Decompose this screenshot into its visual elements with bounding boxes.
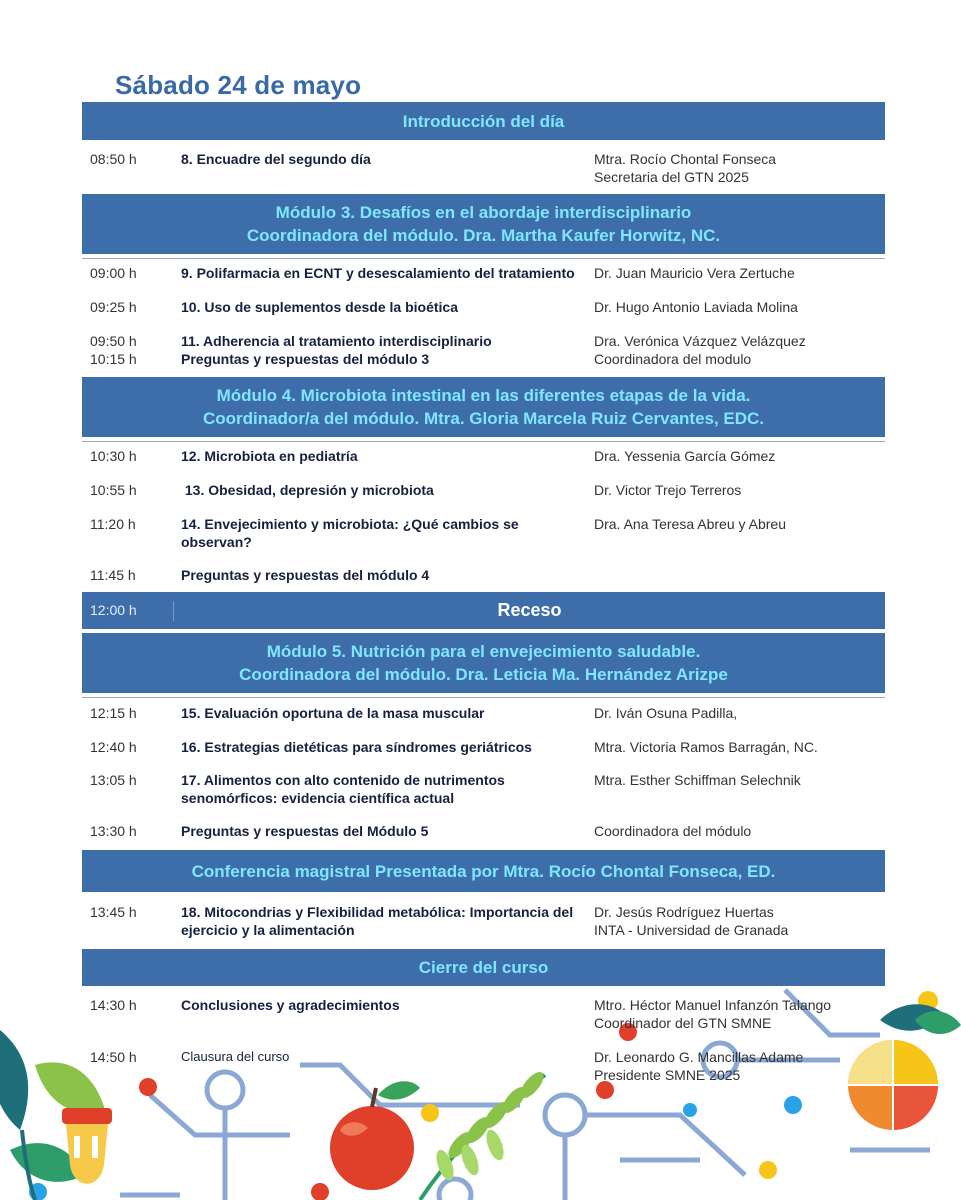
row-time: 13:45 h [90,904,137,920]
recess-band [82,592,885,629]
row-talk [181,515,581,551]
day-title: Sábado 24 de mayo [115,70,362,100]
module4-header [82,377,885,437]
row-talk-line: 18. Mitocondrias y Flexibilidad metabólica: Importancia del [181,904,574,920]
row-talk: 8. Encuadre del segundo día [181,151,371,167]
speaker-name: Mtra. Rocío Chontal Fonseca [594,151,777,167]
row-talk: 15. Evaluación oportuna de la masa muscular [181,705,485,721]
row-time: 12:40 h [90,739,137,755]
row-talk: 12. Microbiota en pediatría [181,448,358,464]
row-time: 11:20 h [90,516,136,532]
row-time: 13:05 h [90,772,137,788]
row-speaker: Dra. Ana Teresa Abreu y Abreu [594,516,786,532]
module3-header [82,194,885,254]
row-talk [181,771,581,807]
row-talk: 11. Adherencia al tratamiento interdisciplinario [181,333,492,349]
speaker-role: Presidente SMNE 2025 [594,1067,741,1083]
module5-header [82,633,885,693]
module5-title: Módulo 5. Nutrición para el envejecimiento saludable. [266,642,701,661]
row-speaker: Dr. Hugo Antonio Laviada Molina [594,299,798,315]
module4-title: Módulo 4. Microbiota intestinal en las diferentes etapas de la vida. [216,386,751,405]
speaker-affiliation: INTA - Universidad de Granada [594,922,789,938]
module5-coordinator: Coordinadora del módulo. Dra. Leticia Ma. Hernández Arizpe [239,665,728,684]
row-speaker: Dra. Verónica Vázquez Velázquez [594,333,806,349]
module3-title: Módulo 3. Desafíos en el abordaje interdisciplinario [275,203,692,222]
divider [82,697,885,698]
row-speaker: Coordinadora del módulo [594,823,752,839]
module4-coordinator: Coordinador/a del módulo. Mtra. Gloria Marcela Ruiz Cervantes, EDC. [202,409,765,428]
module3-coordinator: Coordinadora del módulo. Dra. Martha Kaufer Horwitz, NC. [246,226,721,245]
row-time: 10:30 h [90,448,137,464]
row-time: 10:15 h [90,351,137,367]
speaker-role: Secretaria del GTN 2025 [594,169,749,185]
conference-title: Conferencia magistral Presentada por Mtra. Rocío Chontal Fonseca, ED. [191,861,776,881]
divider [82,258,885,259]
row-speaker: Dra. Yessenia García Gómez [594,448,776,464]
row-talk-line: 14. Envejecimiento y microbiota: ¿Qué cambios se [181,516,519,532]
row-speaker [594,996,884,1032]
row-time: 10:55 h [90,482,137,498]
closing-header [82,949,885,986]
recess-time: 12:00 h [90,602,137,618]
row-speaker: Mtra. Esther Schiffman Selechnik [594,772,801,788]
row-time: 13:30 h [90,823,137,839]
row-talk: 10. Uso de suplementos desde la bioética [181,299,458,315]
wheat-icon [420,1068,548,1200]
row-talk-line: ejercicio y la alimentación [181,922,355,938]
row-talk-line: observan? [181,534,252,550]
divider [82,441,885,442]
intro-header [82,102,885,140]
row-speaker: Dr. Victor Trejo Terreros [594,482,742,498]
speaker-name: Mtro. Héctor Manuel Infanzón Talango [594,997,832,1013]
row-time: 11:45 h [90,567,136,583]
row-time: 09:00 h [90,265,137,281]
row-speaker [594,150,884,186]
row-time: 14:30 h [90,997,137,1013]
conference-header [82,850,885,892]
row-talk: 9. Polifarmacia en ECNT y desescalamiento del tratamiento [181,265,575,281]
row-time: 12:15 h [90,705,137,721]
row-time: 09:50 h [90,333,137,349]
row-talk: Clausura del curso [181,1049,290,1064]
speaker-name: Dr. Jesús Rodríguez Huertas [594,904,774,920]
row-speaker: Coordinadora del modulo [594,351,752,367]
closing-title: Cierre del curso [418,958,549,977]
row-talk [181,903,581,939]
row-talk: 16. Estrategias dietéticas para síndromes geriátricos [181,739,532,755]
row-speaker: Dr. Iván Osuna Padilla, [594,705,738,721]
row-speaker [594,1048,884,1084]
row-time: 09:25 h [90,299,137,315]
recess-label: Receso [497,600,562,620]
row-talk: Preguntas y respuestas del módulo 3 [181,351,430,367]
row-time: 08:50 h [90,151,137,167]
leaf-icon [880,1004,961,1034]
speaker-name: Dr. Leonardo G. Mancillas Adame [594,1049,804,1065]
row-talk: Preguntas y respuestas del módulo 4 [181,567,430,583]
row-talk-line: 17. Alimentos con alto contenido de nutrimentos [181,772,505,788]
row-speaker [594,903,884,939]
intro-header-text: Introducción del día [402,111,565,131]
row-speaker: Dr. Juan Mauricio Vera Zertuche [594,265,795,281]
apple-icon [330,1081,420,1190]
row-speaker: Mtra. Victoria Ramos Barragán, NC. [594,739,818,755]
row-talk: Conclusiones y agradecimientos [181,997,400,1013]
row-time: 14:50 h [90,1049,137,1065]
speaker-role: Coordinador del GTN SMNE [594,1015,772,1031]
row-talk: Preguntas y respuestas del Módulo 5 [181,823,429,839]
row-talk: 13. Obesidad, depresión y microbiota [181,482,434,498]
row-talk-line: senomórficos: evidencia científica actual [181,790,455,806]
